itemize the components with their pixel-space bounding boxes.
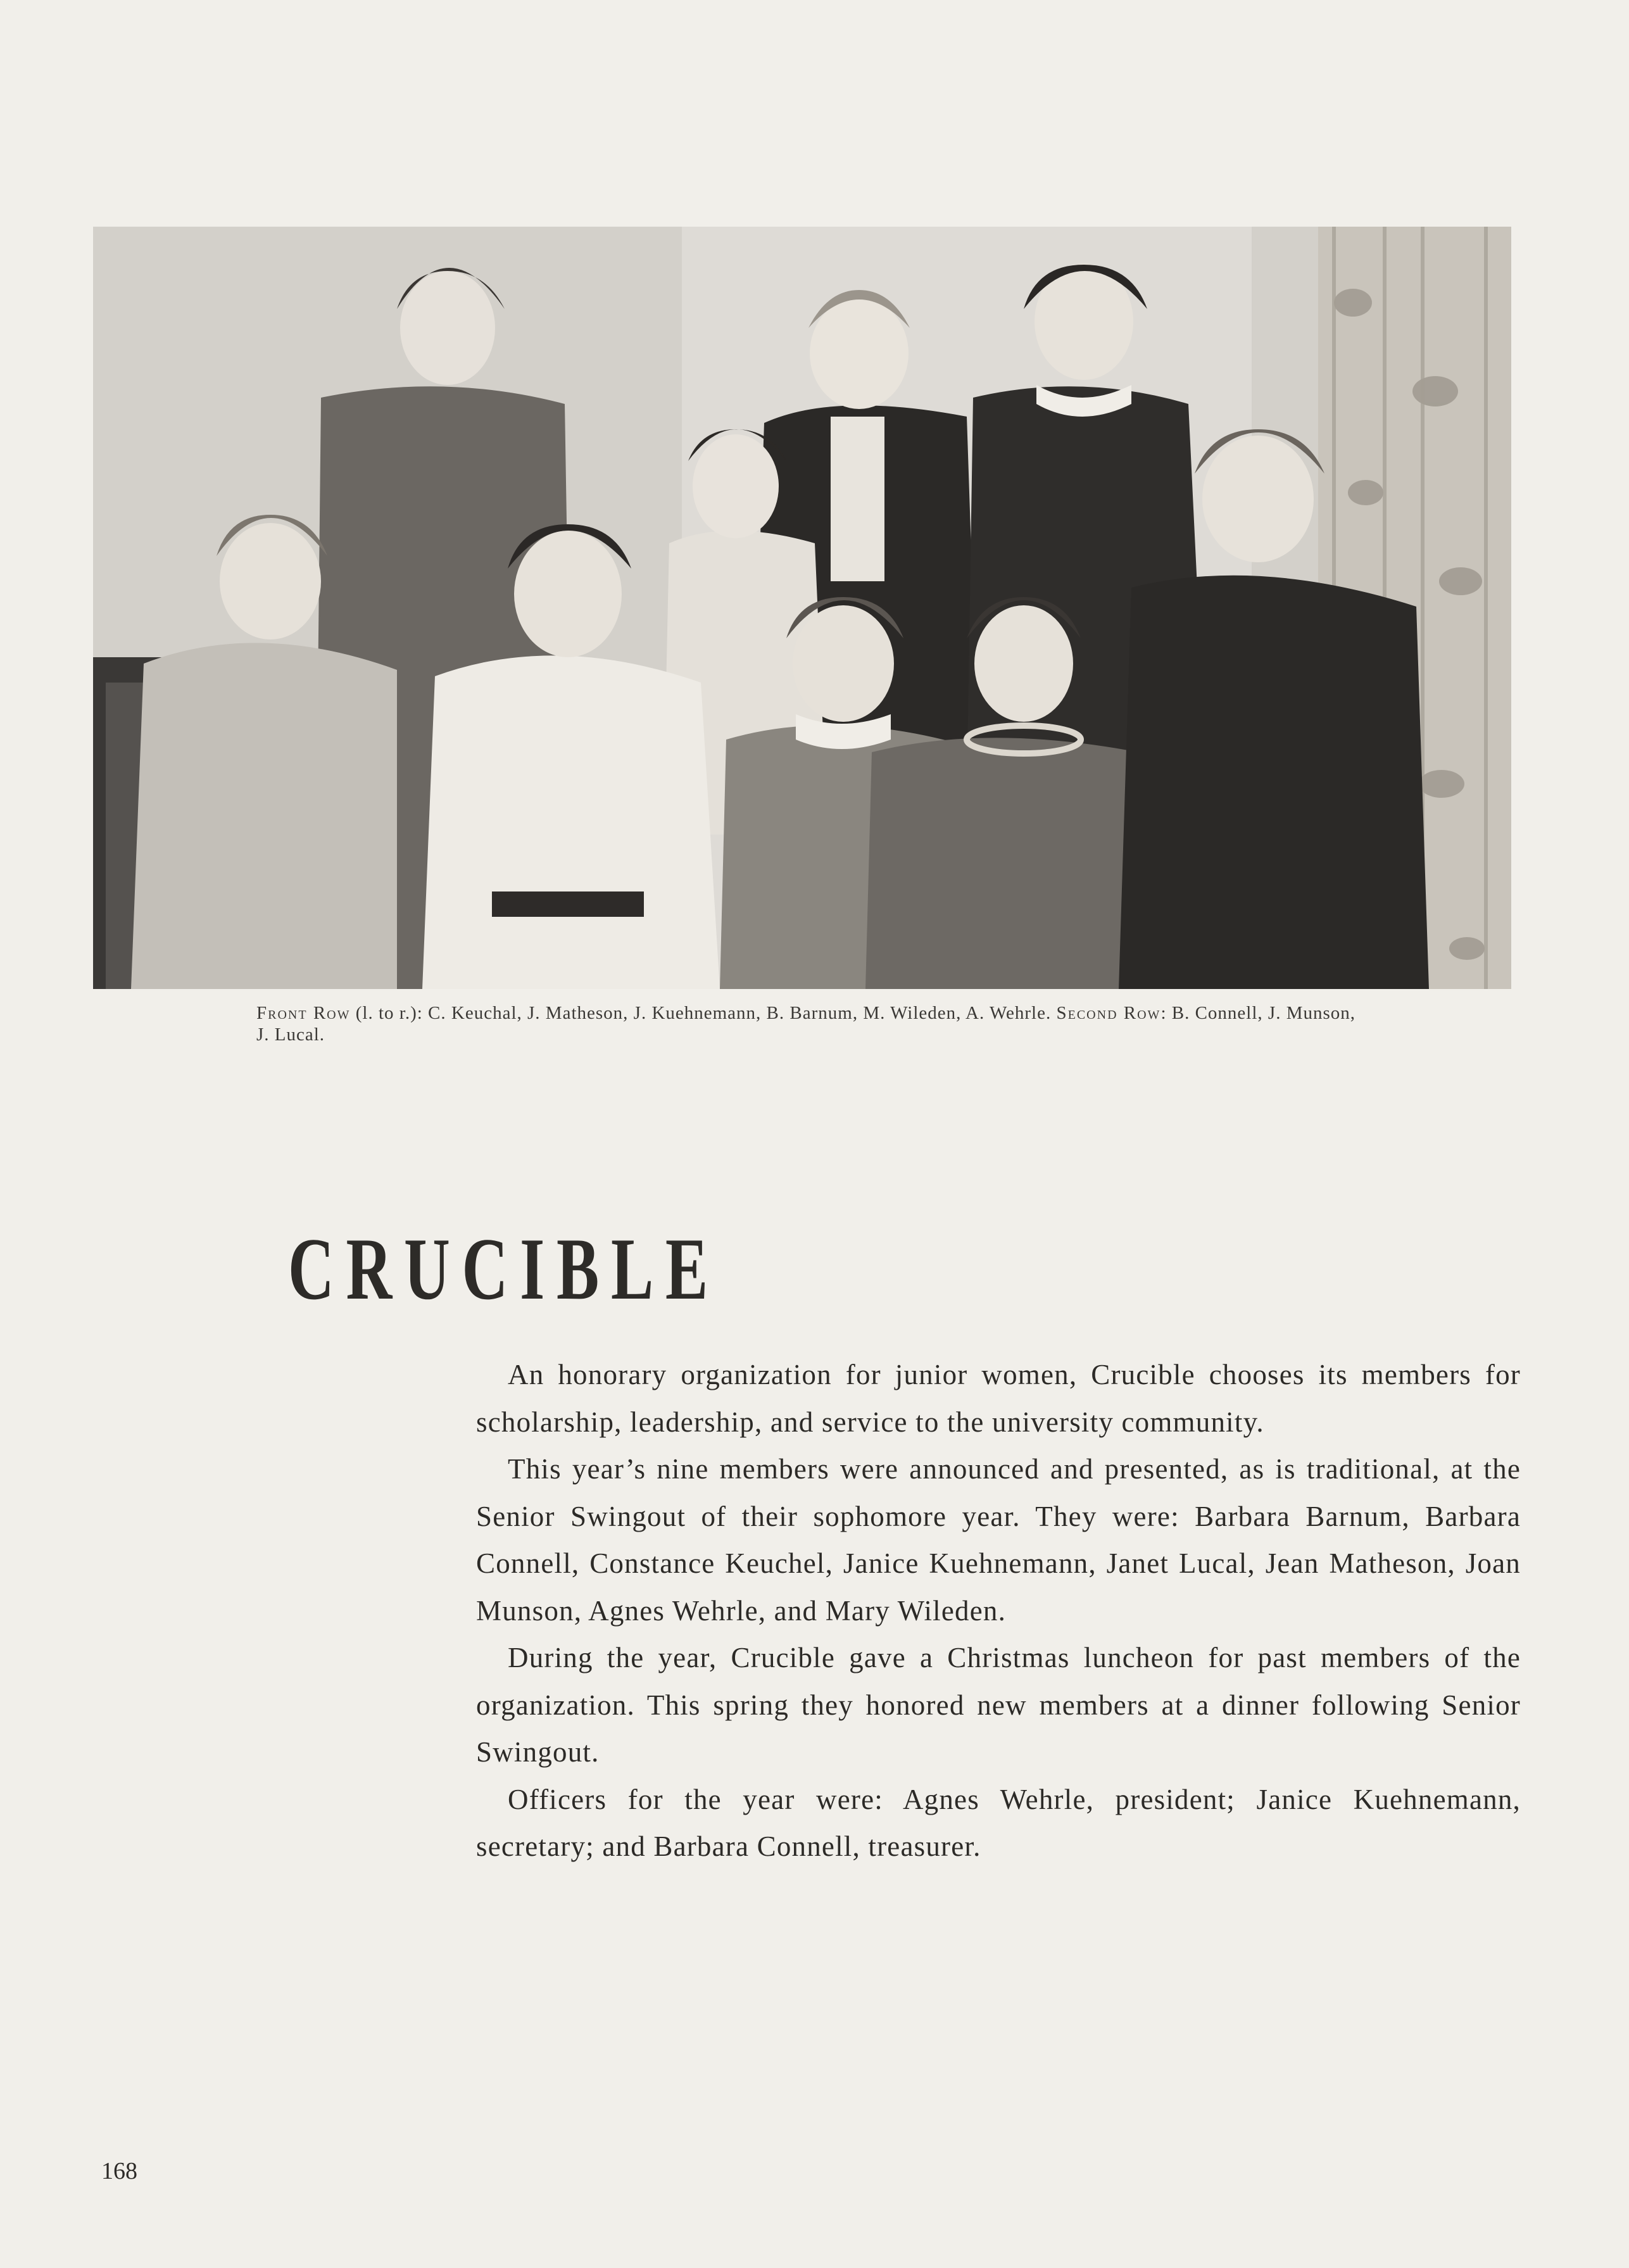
caption-front-row-text: (l. to r.): C. Keuchal, J. Matheson, J. Kuehnemann, B. Barnum, M. Wileden, A. Wehrle. [355,1003,1052,1023]
group-photo-illustration [93,227,1511,989]
caption-second-row-text: : B. Connell, J. Munson, J. Lucal. [256,1003,1356,1045]
photo-caption [256,1002,1371,1045]
paragraph: Officers for the year were: Agnes Wehrle, president; Janice Kuehnemann, secretary; and Barbara Connell, treasurer. [476,1783,1521,1862]
page-title: CRUCIBLE [288,1220,720,1318]
caption-front-row-label: Front Row [256,1003,351,1023]
article-body [476,1351,1521,1870]
page-number: 168 [101,2158,137,2184]
paragraph: An honorary organization for junior women, Crucible chooses its members for scholarship, leadership, and service to the university community. [476,1359,1521,1438]
paragraph: This year’s nine members were announced and presented, as is traditional, at the Senior Swingout of their sophomore year. They were: Barbara Barnum, Barbara Connell, Constance Keuchel, Janice Kuehnemann, Janet Lucal, Jean Matheson, Joan Munson, Agnes Wehrle, and Mary Wileden. [476,1453,1521,1627]
paragraph: During the year, Crucible gave a Christmas luncheon for past members of the organization. This spring they honored new members at a dinner following Senior Swingout. [476,1642,1521,1768]
group-photo [93,227,1511,989]
caption-second-row-label: Second Row [1056,1003,1161,1023]
